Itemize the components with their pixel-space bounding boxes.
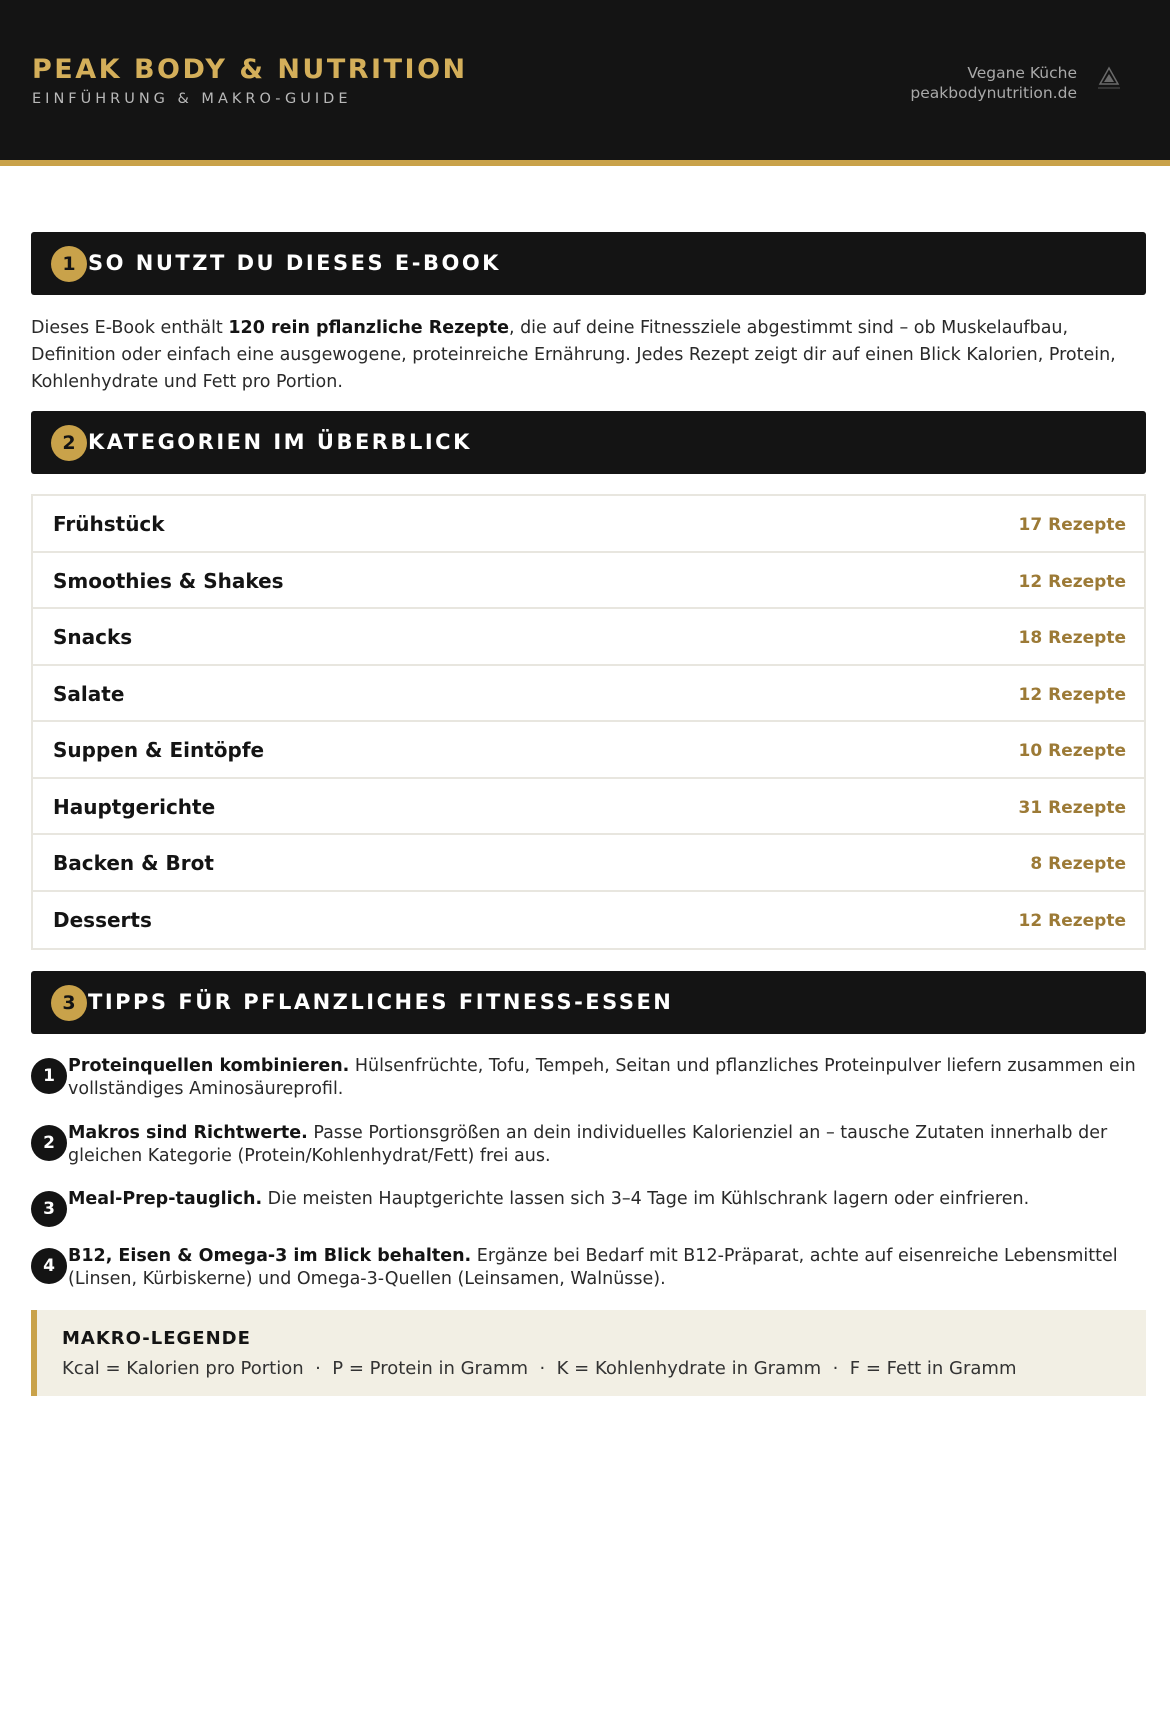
category-row <box>33 722 1144 779</box>
intro-paragraph <box>31 315 1151 396</box>
header-accent-line <box>0 160 1170 166</box>
category-name: Hauptgerichte <box>53 794 216 819</box>
category-count: 8 Rezepte <box>1030 854 1126 874</box>
category-count: 18 Rezepte <box>1018 628 1126 648</box>
intro-text-end: , die auf deine Fitnessziele abgestimmt sind – ob Muskelaufbau, Definition oder einfach eine ausgewogene, proteinreiche Ernährung. Jedes Rezept zeigt dir auf einen Blick Kalorien, Protein, Kohlenhydrate und Fett pro Portion. <box>31 318 1116 392</box>
tip-number: 3 <box>31 1191 67 1227</box>
tip-number: 2 <box>31 1125 67 1161</box>
tip-number: 4 <box>31 1248 67 1284</box>
tip-body: Die meisten Hauptgerichte lassen sich 3–4 Tage im Kühlschrank lagern oder einfrieren. <box>262 1189 1030 1209</box>
header-category: Vegane Küche <box>967 64 1077 82</box>
tip-body: Ergänze bei Bedarf mit B12-Präparat, achte auf eisenreiche Lebensmittel (Linsen, Kürbiskerne) und Omega-3-Quellen (Leinsamen, Walnüsse). <box>68 1246 1118 1289</box>
header-website: peakbodynutrition.de <box>910 84 1077 102</box>
category-name: Smoothies & Shakes <box>53 568 284 593</box>
tip-text <box>68 1122 1148 1168</box>
section-header-usage <box>31 232 1146 295</box>
category-row <box>33 835 1144 892</box>
section-title: KATEGORIEN IM ÜBERBLICK <box>88 430 472 454</box>
category-row <box>33 892 1144 949</box>
category-row <box>33 609 1144 666</box>
brand-title: PEAK BODY & NUTRITION <box>32 54 468 85</box>
tip-heading: Makros sind Richtwerte. <box>68 1123 308 1143</box>
tip-body: Hülsenfrüchte, Tofu, Tempeh, Seitan und pflanzliches Proteinpulver liefern zusammen ein vollständiges Aminosäureprofil. <box>68 1056 1136 1099</box>
tip-heading: Proteinquellen kombinieren. <box>68 1056 350 1076</box>
category-name: Frühstück <box>53 512 165 536</box>
section-title: SO NUTZT DU DIESES E-BOOK <box>88 251 501 275</box>
section-header-categories <box>31 411 1146 474</box>
tip-body: Passe Portionsgrößen an dein individuelles Kalorienziel an – tausche Zutaten innerhalb der gleichen Kategorie (Protein/Kohlenhydrat/Fett) frei aus. <box>68 1123 1108 1166</box>
category-name: Backen & Brot <box>53 851 214 875</box>
category-count: 12 Rezepte <box>1018 571 1126 592</box>
category-name: Salate <box>53 681 125 706</box>
header-info <box>910 63 1077 103</box>
intro-text-bold: 120 rein pflanzliche Rezepte <box>228 318 509 338</box>
category-row <box>33 779 1144 836</box>
category-row <box>33 666 1144 723</box>
category-count: 17 Rezepte <box>1018 515 1126 535</box>
tip-heading: B12, Eisen & Omega-3 im Blick behalten. <box>68 1246 472 1266</box>
legend-title: MAKRO-LEGENDE <box>62 1328 251 1349</box>
tip-heading: Meal-Prep-tauglich. <box>68 1189 263 1209</box>
category-count: 10 Rezepte <box>1018 741 1126 761</box>
tip-text <box>68 1245 1148 1291</box>
legend-text: Kcal = Kalorien pro Portion · P = Protein in Gramm · K = Kohlenhydrate in Gramm · F = Fett in Gramm <box>62 1358 1017 1379</box>
category-name: Snacks <box>53 625 133 649</box>
category-row <box>33 553 1144 610</box>
section-header-tips <box>31 971 1146 1034</box>
page-header <box>0 0 1170 160</box>
tip-text <box>68 1188 1148 1211</box>
category-count: 31 Rezepte <box>1018 797 1126 818</box>
intro-text-start: Dieses E-Book enthält <box>31 318 229 338</box>
tip-text <box>68 1055 1148 1101</box>
section-number: 1 <box>51 246 87 282</box>
section-title: TIPPS FÜR PFLANZLICHES FITNESS-ESSEN <box>88 990 674 1014</box>
section-number: 3 <box>51 985 87 1021</box>
mountain-logo-icon <box>1092 64 1126 98</box>
section-number: 2 <box>51 425 87 461</box>
category-count: 12 Rezepte <box>1018 684 1126 705</box>
macro-legend-box <box>31 1310 1146 1396</box>
brand-subtitle: EINFÜHRUNG & MAKRO-GUIDE <box>32 91 352 107</box>
category-table <box>31 494 1146 950</box>
category-name: Suppen & Eintöpfe <box>53 738 265 762</box>
category-count: 12 Rezepte <box>1018 910 1126 931</box>
category-row <box>33 496 1144 553</box>
tip-number: 1 <box>31 1058 67 1094</box>
category-name: Desserts <box>53 907 152 932</box>
